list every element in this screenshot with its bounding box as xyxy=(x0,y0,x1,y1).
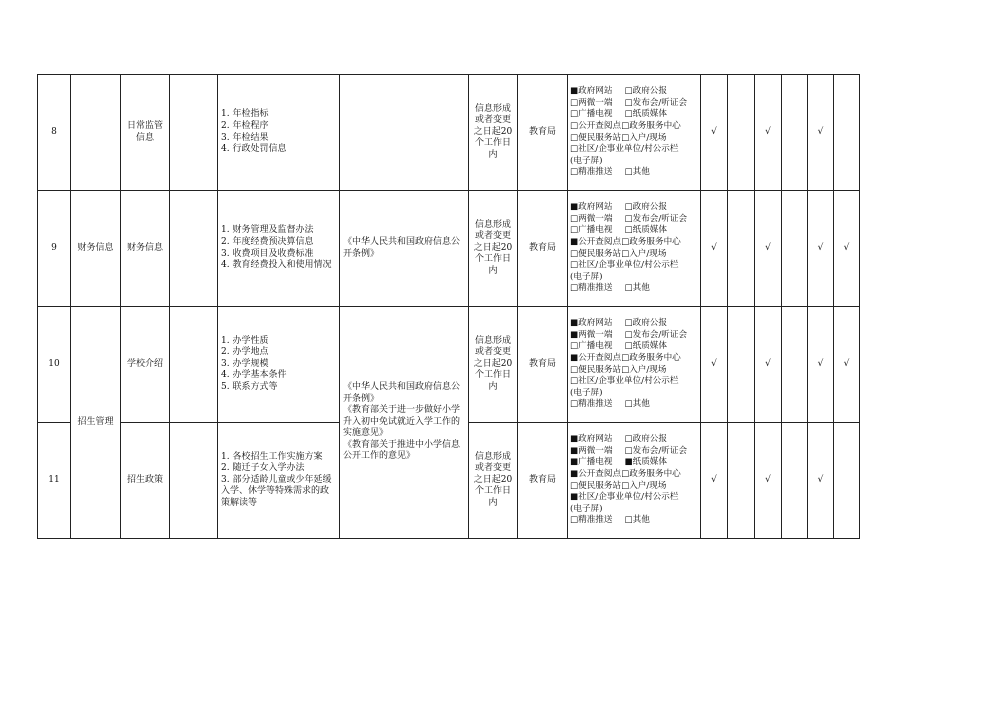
sub-item-cell xyxy=(170,423,218,539)
basis-cell-admissions: 《中华人民共和国政府信息公 开条例》 《教育部关于进一步做好小学 升入初中免试就近入学工作的 实施意见》 《教育部关于推进中小学信息 公开工作的意见》 xyxy=(340,307,469,539)
check-cell xyxy=(834,75,860,191)
media-cell: ■政府网站 □政府公报 □两微一端 □发布会/听证会 □广播电视 □纸质媒体 □公开查阅点□政务服务中心 □便民服务站□入户/现场 □社区/企事业单位/村公示栏 (电子屏) □精准推送 □其他 xyxy=(568,75,701,191)
check-cell: √ xyxy=(701,423,728,539)
basis-cell: 《中华人民共和国政府信息公开条例》 xyxy=(340,191,469,307)
content-cell: 1. 年检指标 2. 年检程序 3. 年检结果 4. 行政处罚信息 xyxy=(218,75,340,191)
check-cell xyxy=(834,423,860,539)
check-cell: √ xyxy=(834,191,860,307)
basis-cell xyxy=(340,75,469,191)
item-cell: 日常监管信息 xyxy=(121,75,170,191)
category-cell-admissions: 招生管理 xyxy=(71,307,121,539)
item-cell: 学校介绍 xyxy=(121,307,170,423)
category-cell xyxy=(71,75,121,191)
table-row xyxy=(38,191,860,307)
subject-cell: 教育局 xyxy=(518,423,568,539)
sub-item-cell xyxy=(170,307,218,423)
timing-cell: 信息形成或者变更之日起20个工作日内 xyxy=(469,423,518,539)
check-cell: √ xyxy=(755,423,782,539)
sub-item-cell xyxy=(170,191,218,307)
row-number: 8 xyxy=(38,75,71,191)
disclosure-table xyxy=(37,74,860,539)
check-cell: √ xyxy=(808,423,834,539)
check-cell: √ xyxy=(808,75,834,191)
content-cell: 1. 办学性质 2. 办学地点 3. 办学规模 4. 办学基本条件 5. 联系方式等 xyxy=(218,307,340,423)
subject-cell: 教育局 xyxy=(518,191,568,307)
check-cell xyxy=(782,423,808,539)
check-cell: √ xyxy=(755,75,782,191)
check-cell xyxy=(728,75,755,191)
check-cell xyxy=(782,307,808,423)
content-cell: 1. 财务管理及监督办法 2. 年度经费预决算信息 3. 收费项目及收费标准 4. 教育经费投入和使用情况 xyxy=(218,191,340,307)
check-cell: √ xyxy=(701,191,728,307)
table-row xyxy=(38,307,860,423)
check-cell: √ xyxy=(834,307,860,423)
item-cell: 财务信息 xyxy=(121,191,170,307)
subject-cell: 教育局 xyxy=(518,75,568,191)
content-cell: 1. 各校招生工作实施方案 2. 随迁子女入学办法 3. 部分适龄儿童或少年延缓 入学、休学等特殊需求的政 策解读等 xyxy=(218,423,340,539)
check-cell: √ xyxy=(755,191,782,307)
check-cell xyxy=(728,307,755,423)
table-row xyxy=(38,75,860,191)
media-cell: ■政府网站 □政府公报 ■两微一端 □发布会/听证会 □广播电视 □纸质媒体 ■公开查阅点□政务服务中心 □便民服务站□入户/现场 □社区/企事业单位/村公示栏 (电子屏) □精准推送 □其他 xyxy=(568,307,701,423)
check-cell: √ xyxy=(701,307,728,423)
check-cell: √ xyxy=(755,307,782,423)
check-cell: √ xyxy=(808,191,834,307)
timing-cell: 信息形成或者变更之日起20个工作日内 xyxy=(469,75,518,191)
check-cell xyxy=(728,191,755,307)
category-cell: 财务信息 xyxy=(71,191,121,307)
subject-cell: 教育局 xyxy=(518,307,568,423)
check-cell xyxy=(782,75,808,191)
timing-cell: 信息形成或者变更之日起20个工作日内 xyxy=(469,307,518,423)
check-cell: √ xyxy=(808,307,834,423)
check-cell xyxy=(728,423,755,539)
check-cell xyxy=(782,191,808,307)
row-number: 10 xyxy=(38,307,71,423)
timing-cell: 信息形成或者变更之日起20个工作日内 xyxy=(469,191,518,307)
item-cell: 招生政策 xyxy=(121,423,170,539)
media-cell: ■政府网站 □政府公报 ■两微一端 □发布会/听证会 ■广播电视 ■纸质媒体 ■公开查阅点□政务服务中心 □便民服务站□入户/现场 ■社区/企事业单位/村公示栏 (电子屏) □精准推送 □其他 xyxy=(568,423,701,539)
media-cell: ■政府网站 □政府公报 □两微一端 □发布会/听证会 □广播电视 □纸质媒体 ■公开查阅点□政务服务中心 □便民服务站□入户/现场 □社区/企事业单位/村公示栏 (电子屏) □精准推送 □其他 xyxy=(568,191,701,307)
check-cell: √ xyxy=(701,75,728,191)
row-number: 11 xyxy=(38,423,71,539)
row-number: 9 xyxy=(38,191,71,307)
sub-item-cell xyxy=(170,75,218,191)
